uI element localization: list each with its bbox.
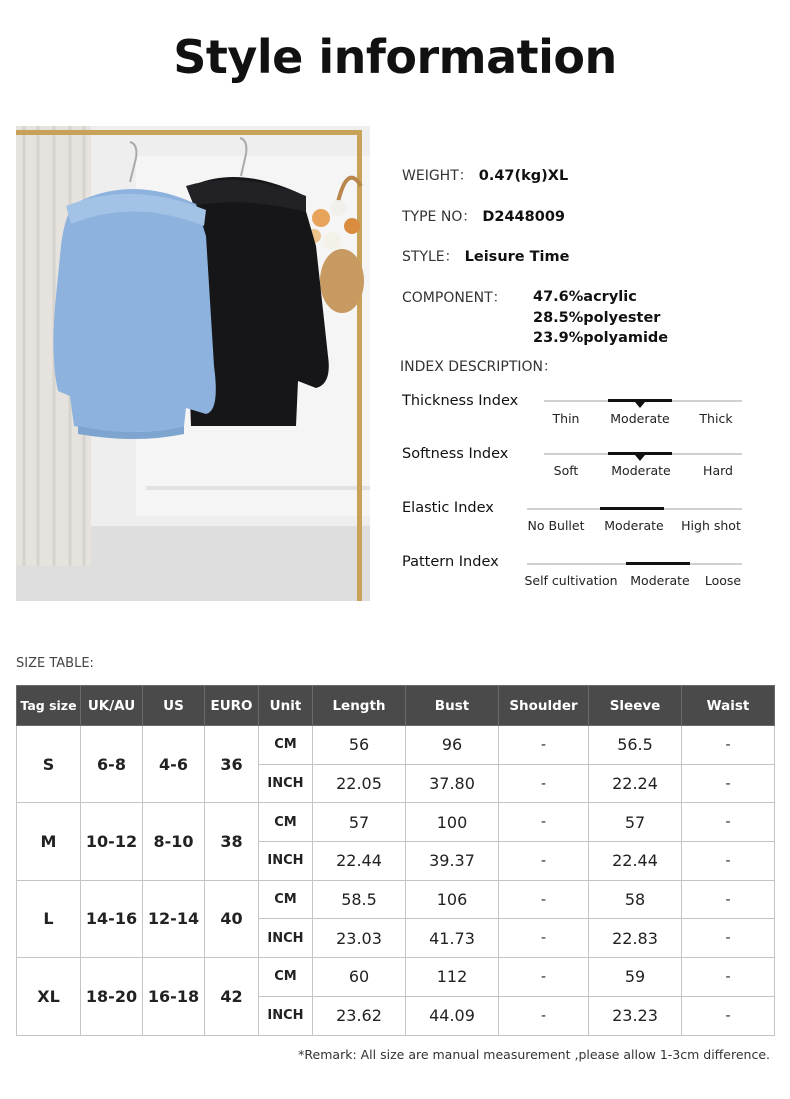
pattern-label-mid: Moderate [630, 573, 690, 588]
sleeve-cell: 58 [589, 880, 682, 919]
length-cell: 22.05 [313, 764, 406, 803]
waist-cell: - [682, 958, 775, 997]
elastic-label-low: No Bullet [527, 518, 585, 533]
sleeve-cell: 56.5 [589, 726, 682, 765]
product-photo-illustration [16, 126, 370, 601]
page-title: Style information [173, 30, 617, 84]
unit-cell: CM [259, 803, 313, 842]
bust-cell: 112 [406, 958, 499, 997]
style-label: STYLE： [402, 249, 459, 265]
uk-au-cell: 14-16 [81, 880, 143, 957]
shoulder-cell: - [499, 764, 589, 803]
bust-cell: 106 [406, 880, 499, 919]
waist-cell: - [682, 842, 775, 881]
header-uk-au: UK/AU [81, 686, 143, 726]
elastic-scale-marker [600, 507, 664, 510]
component-list [533, 287, 668, 349]
header-unit: Unit [259, 686, 313, 726]
weight-value: 0.47(kg)XL [478, 168, 569, 184]
length-cell: 23.62 [313, 996, 406, 1035]
pattern-label-low: Self cultivation [524, 573, 618, 588]
pattern-label-high: Loose [704, 573, 742, 588]
elastic-label-mid: Moderate [604, 518, 664, 533]
uk-au-cell: 6-8 [81, 726, 143, 803]
weight-row [402, 165, 568, 185]
type-label: TYPE NO： [402, 209, 477, 225]
elastic-label-high: High shot [681, 518, 741, 533]
type-value: D2448009 [482, 209, 566, 225]
thickness-label-high: Thick [699, 411, 733, 426]
tag-size-cell: S [17, 726, 81, 803]
header-euro: EURO [205, 686, 259, 726]
sleeve-cell: 57 [589, 803, 682, 842]
waist-cell: - [682, 803, 775, 842]
waist-cell: - [682, 919, 775, 958]
product-photo [16, 126, 370, 601]
pattern-scale-marker [626, 562, 690, 565]
unit-cell: INCH [259, 764, 313, 803]
elastic-index-name: Elastic Index [402, 500, 494, 516]
sleeve-cell: 22.24 [589, 764, 682, 803]
tag-size-cell: M [17, 803, 81, 880]
header-sleeve: Sleeve [589, 686, 682, 726]
unit-cell: INCH [259, 996, 313, 1035]
waist-cell: - [682, 726, 775, 765]
length-cell: 22.44 [313, 842, 406, 881]
waist-cell: - [682, 880, 775, 919]
shoulder-cell: - [499, 803, 589, 842]
pattern-index-name: Pattern Index [402, 554, 499, 570]
us-cell: 16-18 [143, 958, 205, 1035]
shoulder-cell: - [499, 842, 589, 881]
us-cell: 8-10 [143, 803, 205, 880]
size-table-header [17, 686, 775, 726]
shoulder-cell: - [499, 880, 589, 919]
length-cell: 56 [313, 726, 406, 765]
sleeve-cell: 22.83 [589, 919, 682, 958]
waist-cell: - [682, 996, 775, 1035]
length-cell: 60 [313, 958, 406, 997]
table-row [17, 958, 775, 997]
type-row [402, 206, 565, 226]
unit-cell: CM [259, 958, 313, 997]
header-tag-size: Tag size [17, 686, 81, 726]
weight-label: WEIGHT： [402, 168, 473, 184]
header-length: Length [313, 686, 406, 726]
tag-size-cell: L [17, 880, 81, 957]
euro-cell: 40 [205, 880, 259, 957]
style-row [402, 246, 569, 266]
thickness-label-mid: Moderate [610, 411, 670, 426]
bust-cell: 41.73 [406, 919, 499, 958]
thickness-index-name: Thickness Index [402, 393, 519, 409]
softness-index-name: Softness Index [402, 446, 509, 462]
waist-cell: - [682, 764, 775, 803]
component-item: 23.9%polyamide [533, 330, 669, 346]
table-row [17, 803, 775, 842]
length-cell: 57 [313, 803, 406, 842]
component-row [402, 287, 507, 307]
shoulder-cell: - [499, 919, 589, 958]
header-bust: Bust [406, 686, 499, 726]
bust-cell: 44.09 [406, 996, 499, 1035]
bust-cell: 39.37 [406, 842, 499, 881]
thickness-pointer-icon [635, 402, 645, 408]
unit-cell: INCH [259, 842, 313, 881]
sleeve-cell: 22.44 [589, 842, 682, 881]
header-shoulder: Shoulder [499, 686, 589, 726]
tag-size-cell: XL [17, 958, 81, 1035]
unit-cell: CM [259, 726, 313, 765]
unit-cell: INCH [259, 919, 313, 958]
component-item: 47.6%acrylic [533, 289, 637, 305]
index-description-title: INDEX DESCRIPTION： [400, 359, 558, 375]
softness-label-high: Hard [703, 463, 733, 478]
length-cell: 23.03 [313, 919, 406, 958]
us-cell: 4-6 [143, 726, 205, 803]
us-cell: 12-14 [143, 880, 205, 957]
softness-label-mid: Moderate [611, 463, 671, 478]
size-table-caption: SIZE TABLE: [16, 656, 94, 671]
table-row [17, 726, 775, 765]
softness-label-low: Soft [553, 463, 579, 478]
thickness-label-low: Thin [552, 411, 580, 426]
euro-cell: 36 [205, 726, 259, 803]
length-cell: 58.5 [313, 880, 406, 919]
header-us: US [143, 686, 205, 726]
bust-cell: 96 [406, 726, 499, 765]
bust-cell: 37.80 [406, 764, 499, 803]
remark-note: *Remark: All size are manual measurement ,please allow 1-3cm difference. [298, 1047, 770, 1062]
softness-pointer-icon [635, 455, 645, 461]
uk-au-cell: 18-20 [81, 958, 143, 1035]
shoulder-cell: - [499, 726, 589, 765]
size-table [16, 685, 775, 1036]
unit-cell: CM [259, 880, 313, 919]
component-label: COMPONENT： [402, 290, 507, 306]
sleeve-cell: 59 [589, 958, 682, 997]
component-item: 28.5%polyester [533, 309, 661, 326]
shoulder-cell: - [499, 996, 589, 1035]
euro-cell: 38 [205, 803, 259, 880]
sleeve-cell: 23.23 [589, 996, 682, 1035]
uk-au-cell: 10-12 [81, 803, 143, 880]
shoulder-cell: - [499, 958, 589, 997]
bust-cell: 100 [406, 803, 499, 842]
euro-cell: 42 [205, 958, 259, 1035]
header-waist: Waist [682, 686, 775, 726]
style-value: Leisure Time [464, 249, 570, 265]
table-row [17, 880, 775, 919]
